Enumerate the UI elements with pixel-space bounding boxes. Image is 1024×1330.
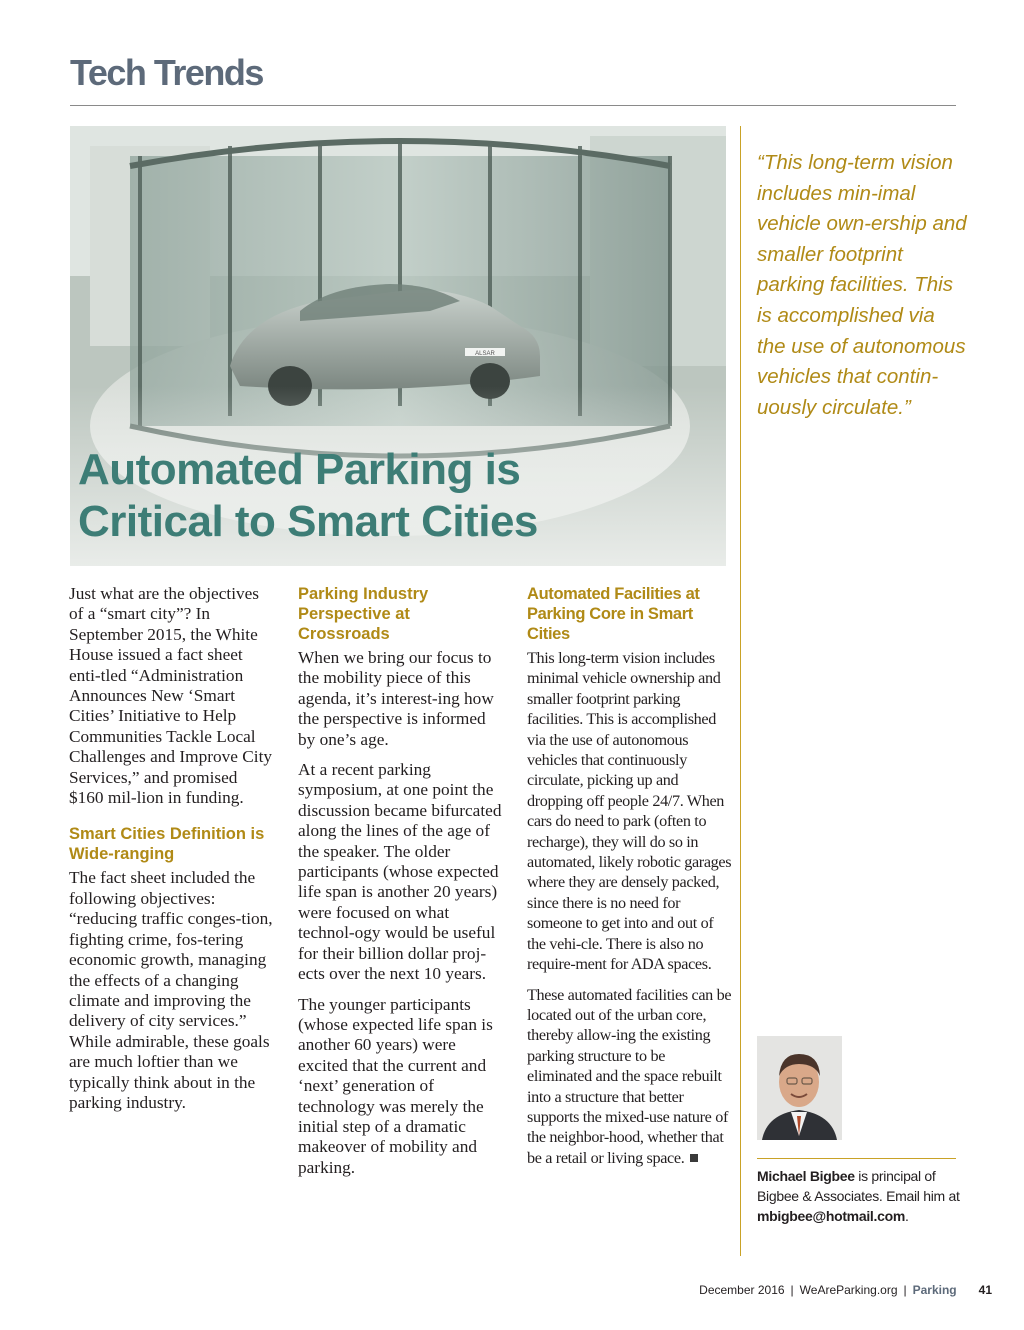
author-photo	[757, 1036, 842, 1140]
section-title: Tech Trends	[70, 52, 263, 93]
author-bio	[757, 1166, 962, 1226]
paragraph: This long-term vision includes minimal vehicle ownership and smaller footprint parking facilities. This is accomplished via the use of autonomous vehicles that continuously circulate, picking up and dropping off people 24/7. When cars do need to park (often to recharge), they will do so in automated, likely robotic garages where they are densely packed, since there is no need for someone to get into and out of the vehi-cle. There is also no require-ment for ADA spaces.	[527, 649, 732, 974]
paragraph: At a recent parking symposium, at one point the discussion became bifurcated along the lines of the age of the speaker. The older participants (whose expected life span is another 20 years) were focused on what technol-ogy would be useful for their billion dollar proj-ects over the next 10 years.	[298, 760, 502, 984]
page-footer	[699, 1283, 992, 1297]
page-number: 41	[978, 1283, 992, 1297]
footer-site-link[interactable]: WeAreParking.org	[799, 1283, 898, 1297]
subheading: Automated Facilities at Parking Core in Smart Cities	[527, 585, 700, 643]
footer-date: December 2016	[699, 1283, 785, 1297]
author-name: Michael Bigbee	[757, 1168, 855, 1184]
article-title-line-2: Critical to Smart Cities	[78, 497, 538, 546]
footer-separator: |	[790, 1283, 794, 1297]
author-bio-period: .	[904, 1208, 909, 1224]
author-email-link[interactable]: mbigbee@hotmail.com	[757, 1208, 905, 1224]
license-plate-text: ALSAR	[475, 351, 495, 357]
paragraph: When we bring our focus to the mobility piece of this agenda, it’s interest-ing how the perspective is informed by one’s age.	[298, 648, 494, 749]
author-rule	[757, 1158, 956, 1159]
article-title-line-1: Automated Parking is	[78, 445, 521, 494]
paragraph: The fact sheet included the following objectives: “reducing traffic conges-tion, fighting crime, fos-tering economic growth, managing the effects of a changing climate and improving the delivery of city services.” While admirable, these goals are much loftier than we typically think about in the parking industry.	[69, 868, 273, 1112]
header-rule	[70, 105, 956, 106]
author-portrait-illustration	[757, 1036, 842, 1140]
footer-brand: Parking	[912, 1283, 957, 1297]
pull-quote: “This long-term vision includes min-imal vehicle own-ership and smaller footprint parking facilities. This is accomplished via the use of autonomous vehicles that contin-uously circulate.”	[757, 151, 967, 419]
end-of-article-mark	[690, 1154, 698, 1162]
pull-quote-rule	[740, 126, 741, 1256]
paragraph: The younger participants (whose expected life span is another 60 years) were excited that the current and ‘next’ generation of technology was merely the initial step of a dramatic makeover of mobility and parking.	[298, 994, 493, 1177]
hero-image	[70, 126, 726, 566]
author-bio-text: is principal of Bigbee & Associates. Email him at	[757, 1168, 960, 1204]
article-column-1	[69, 584, 273, 1123]
subheading: Smart Cities Definition is Wide-ranging	[69, 825, 265, 864]
footer-separator: |	[903, 1283, 907, 1297]
paragraph: Just what are the objectives of a “smart city”? In September 2015, the White House issued a fact sheet enti-tled “Administration Announces New ‘Smart Cities’ Initiative to Help Communities Tackle Local Challenges and Improve City Services,” and promised $160 mil-lion in funding.	[69, 584, 273, 808]
paragraph-text: These automated facilities can be located out of the urban core, thereby allow-ing the existing parking structure to be eliminated and the space rebuilt into a structure that better supports the mixed-use nature of the neighbor-hood, whether that be a retail or living space.	[527, 985, 732, 1167]
paragraph	[527, 985, 732, 1169]
article-column-3	[527, 584, 732, 1178]
article-title	[78, 444, 538, 548]
subheading: Parking Industry Perspective at Crossroads	[298, 585, 429, 643]
article-column-2	[298, 584, 503, 1188]
